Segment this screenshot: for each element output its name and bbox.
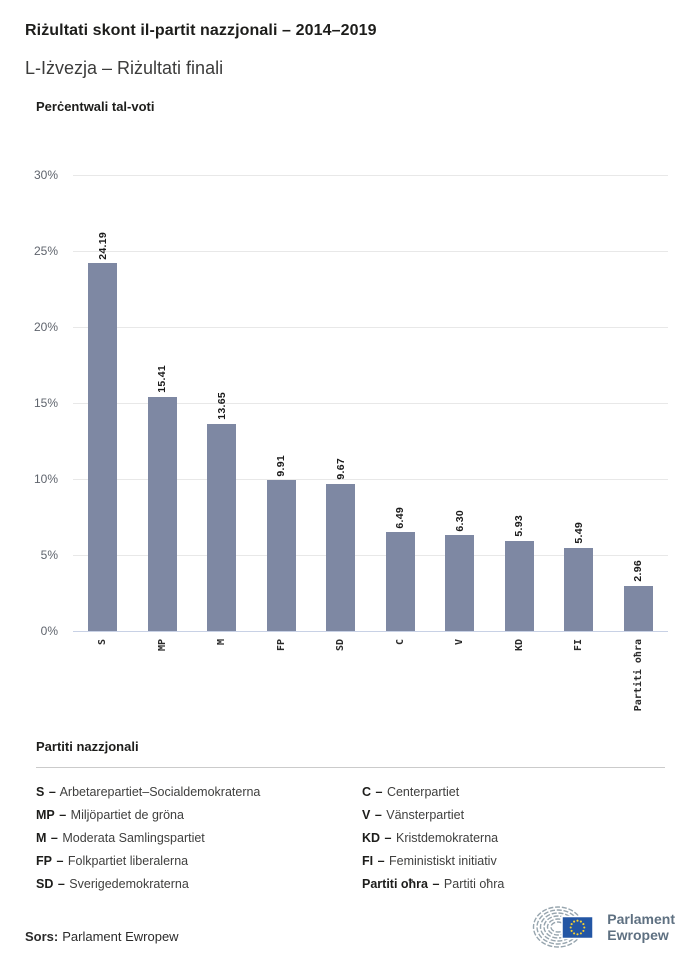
page-title: Riżultati skont il-partit nazzjonali – 2014–2019 [25,22,377,39]
bar [445,535,474,631]
bar-column [371,175,431,631]
y-tick-label: 5% [40,548,58,562]
legend-item-separator: – [57,877,65,891]
legend-divider [36,767,665,768]
x-tick-label: KD [513,639,525,652]
legend-section [36,739,665,896]
x-label-cell [609,639,669,723]
logo-line-2: Ewropew [607,927,669,943]
bar-chart [33,168,668,723]
bar [267,480,296,631]
legend-item-name: Partiti oħra [443,877,505,891]
legend-item-name: Moderata Samlingspartiet [62,831,205,845]
chart-heading: Perċentwali tal-voti [36,99,155,114]
bar-column [192,175,252,631]
bar-value-label: 6.30 [453,509,466,532]
x-label-cell [252,639,312,723]
x-tick-label: Partiti oħra [632,639,644,712]
x-axis-labels [73,631,668,723]
bar-column [133,175,193,631]
legend-item-name: Miljöpartiet de gröna [70,808,184,822]
x-tick-label: FP [275,639,287,652]
legend-item [36,781,362,804]
legend-item-separator: – [59,808,67,822]
legend-item-separator: – [375,785,383,799]
bar [207,424,236,631]
bar [148,397,177,631]
legend-item-abbr: V [362,808,371,822]
x-label-cell [371,639,431,723]
legend-item-separator: – [377,854,385,868]
legend-item-name: Centerpartiet [386,785,460,799]
legend-columns [36,781,665,896]
legend-item-name: Arbetarepartiet–Socialdemokraterna [59,785,261,799]
bar-value-label: 5.49 [572,521,585,544]
x-tick-label: FI [573,639,585,652]
bar-column [609,175,669,631]
legend-column-left [36,781,362,896]
european-parliament-logo [531,904,675,950]
legend-item-abbr: FI [362,854,374,868]
legend-item-name: Feministiskt initiativ [389,854,497,868]
x-label-cell [490,639,550,723]
legend-item-separator: – [384,831,392,845]
legend-item-separator: – [374,808,382,822]
source-label: Sors: [25,929,59,944]
legend-item [362,850,665,873]
bar-value-label: 9.91 [275,454,288,477]
legend-item-abbr: Partiti oħra [362,877,428,891]
source-note [25,929,179,950]
bar-value-label: 15.41 [156,365,169,393]
legend-item-abbr: C [362,785,372,799]
bar-column [252,175,312,631]
y-tick-label: 0% [40,624,58,638]
y-tick-label: 30% [33,168,58,182]
legend-item [362,781,665,804]
bar [505,541,534,631]
x-tick-label: M [216,639,228,646]
source-value: Parlament Ewropew [62,929,179,944]
legend-title: Partiti nazzjonali [36,739,139,754]
legend-item-abbr: MP [36,808,55,822]
bar [624,586,653,631]
report-header [0,0,700,79]
x-axis-line [73,631,668,632]
x-label-cell [430,639,490,723]
legend-column-right [362,781,665,896]
hemicycle-eu-flag-icon [531,904,599,950]
x-label-cell [192,639,252,723]
x-label-cell [133,639,193,723]
x-tick-label: SD [335,639,347,652]
legend-item-abbr: S [36,785,45,799]
legend-item [36,850,362,873]
legend-item-abbr: M [36,831,47,845]
legend-item-abbr: SD [36,877,54,891]
legend-item-name: Folkpartiet liberalerna [67,854,189,868]
legend-item [362,873,665,896]
bar-value-label: 2.96 [632,560,645,583]
bar-column [490,175,550,631]
y-tick-label: 20% [33,320,58,334]
legend-item [36,804,362,827]
y-tick-label: 25% [33,244,58,258]
bar-value-label: 9.67 [334,458,347,481]
legend-item-separator: – [56,854,64,868]
bar-value-label: 13.65 [215,391,228,420]
legend-item-separator: – [432,877,440,891]
logo-wordmark [607,911,675,943]
bar-column [73,175,133,631]
page-subtitle: L-Iżvezja – Riżultati finali [25,58,224,78]
y-tick-label: 15% [33,396,58,410]
legend-item [362,804,665,827]
legend-item-name: Kristdemokraterna [395,831,499,845]
bars-container [73,175,668,631]
legend-item-name: Vänsterpartiet [386,808,465,822]
bar-column [311,175,371,631]
x-tick-label: V [454,639,466,646]
legend-item-separator: – [50,831,58,845]
legend-item [362,827,665,850]
legend-item-abbr: KD [362,831,381,845]
y-tick-label: 10% [33,472,58,486]
bar [88,263,117,631]
bar-value-label: 5.93 [513,515,526,537]
x-tick-label: C [394,639,406,646]
bar [326,484,355,631]
x-label-cell [73,639,133,723]
bar [386,532,415,631]
legend-item-name: Sverigedemokraterna [69,877,189,891]
bar-value-label: 24.19 [96,231,109,260]
bar-column [430,175,490,631]
bar-value-label: 6.49 [394,506,407,529]
bar-column [549,175,609,631]
logo-line-1: Parlament [607,911,675,927]
x-label-cell [311,639,371,723]
legend-item-abbr: FP [36,854,52,868]
x-tick-label: S [97,639,109,646]
report-footer [25,904,675,950]
legend-item [36,827,362,850]
bar [564,548,593,631]
legend-item [36,873,362,896]
x-label-cell [549,639,609,723]
chart-plot-area [33,168,668,638]
x-tick-label: MP [156,639,168,652]
legend-item-separator: – [48,785,56,799]
